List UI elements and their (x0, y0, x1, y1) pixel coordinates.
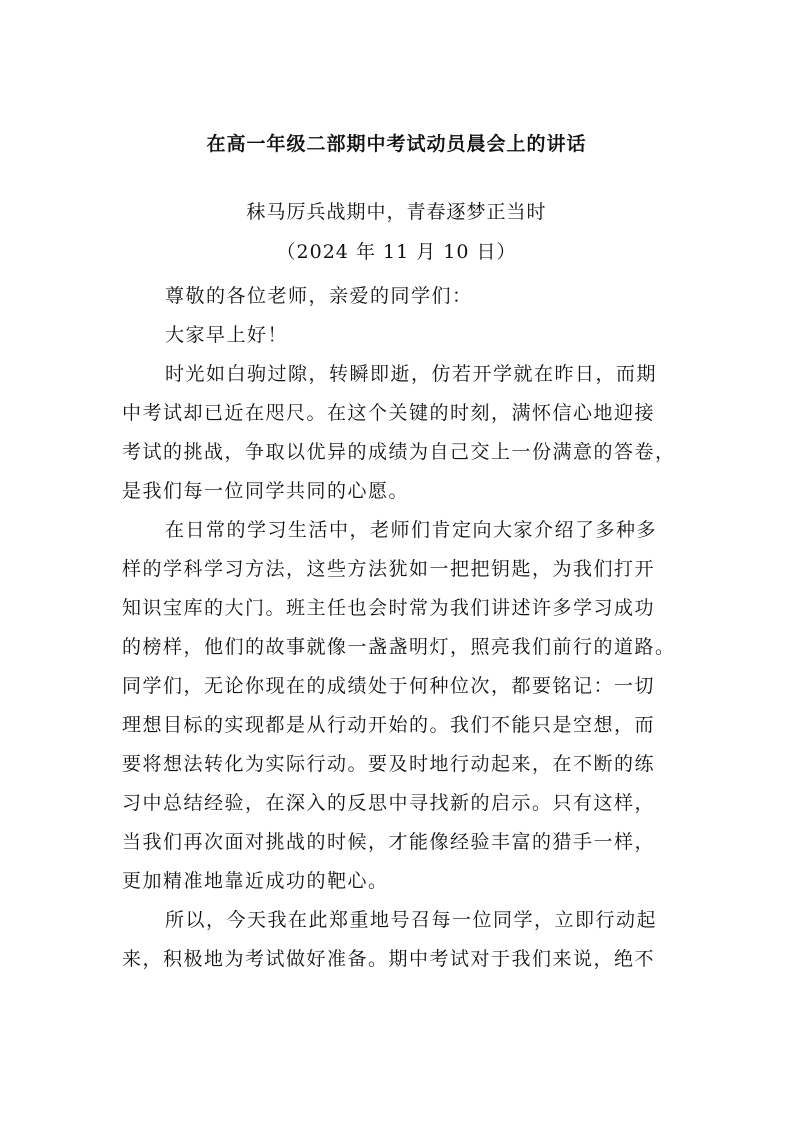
paragraph-line: 要将想法转化为实际行动。要及时地行动起来，在不断的练 (122, 753, 656, 775)
paragraph-line: 知识宝库的大门。班主任也会时常为我们讲述许多学习成功 (122, 597, 656, 619)
document-title: 在高一年级二部期中考试动员晨会上的讲话 (206, 133, 587, 155)
paragraph-line: 更加精准地靠近成功的靶心。 (122, 870, 389, 892)
paragraph-line: 在日常的学习生活中，老师们肯定向大家介绍了多种多 (165, 519, 658, 541)
paragraph-line: 习中总结经验，在深入的反思中寻找新的启示。只有这样， (122, 792, 656, 814)
greeting-line: 大家早上好！ (165, 324, 289, 346)
paragraph-line: 当我们再次面对挑战的时候，才能像经验丰富的猎手一样， (122, 831, 656, 853)
salutation-line: 尊敬的各位老师，亲爱的同学们： (165, 285, 473, 307)
paragraph-line: 中考试却已近在咫尺。在这个关键的时刻，满怀信心地迎接 (122, 402, 656, 424)
paragraph-line: 是我们每一位同学共同的心愿。 (122, 480, 410, 502)
paragraph-line: 时光如白驹过隙，转瞬即逝，仿若开学就在昨日，而期 (165, 363, 658, 385)
document-body (122, 277, 682, 979)
paragraph-line: 来，积极地为考试做好准备。期中考试对于我们来说，绝不 (122, 948, 656, 970)
paragraph-line: 同学们，无论你现在的成绩处于何种位次，都要铭记：一切 (122, 675, 656, 697)
paragraph-line: 理想目标的实现都是从行动开始的。我们不能只是空想，而 (122, 714, 656, 736)
paragraph-line: 样的学科学习方法，这些方法犹如一把把钥匙，为我们打开 (122, 558, 656, 580)
paragraph-line: 的榜样，他们的故事就像一盏盏明灯，照亮我们前行的道路。 (122, 636, 676, 658)
paragraph-line: 考试的挑战，争取以优异的成绩为自己交上一份满意的答卷， (122, 441, 676, 463)
paragraph-line: 所以，今天我在此郑重地号召每一位同学，立即行动起 (165, 909, 658, 931)
document-subtitle: 秣马厉兵战期中，青春逐梦正当时 (246, 201, 547, 223)
document-date: （2024 年 11 月 10 日） (276, 241, 517, 263)
